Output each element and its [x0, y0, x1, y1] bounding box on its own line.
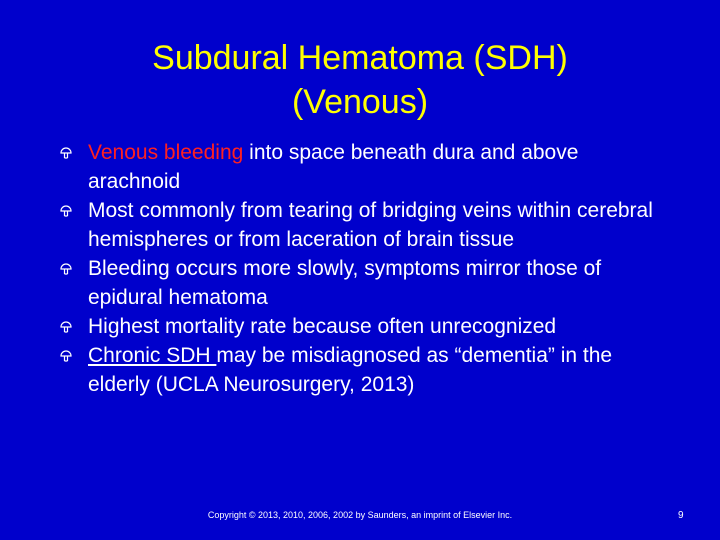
bullet-item — [60, 196, 670, 254]
title-line-1: Subdural Hematoma (SDH) — [152, 39, 568, 77]
slide-title — [60, 36, 660, 124]
mushroom-bullet-icon — [60, 350, 72, 362]
bullet-item — [60, 254, 670, 312]
mushroom-bullet-icon — [60, 147, 72, 159]
bullet-list — [60, 138, 670, 399]
bullet-item — [60, 341, 670, 399]
mushroom-bullet-icon — [60, 263, 72, 275]
bullet-item — [60, 312, 670, 341]
bullet-underlined-text: Chronic SDH — [88, 344, 217, 367]
bullet-text: may be misdiagnosed as “dementia” in the elderly (UCLA Neurosurgery, 2013) — [88, 344, 613, 396]
mushroom-bullet-icon — [60, 205, 72, 217]
bullet-text: into space beneath dura and above arachnoid — [88, 141, 579, 193]
title-line-2: (Venous) — [291, 83, 429, 121]
bullet-item — [60, 138, 670, 196]
bullet-highlight-text: Venous bleeding — [88, 141, 244, 164]
copyright-footer: Copyright © 2013, 2010, 2006, 2002 by Saunders, an imprint of Elsevier Inc. — [207, 510, 513, 520]
bullet-text: Most commonly from tearing of bridging veins within cerebral hemispheres or from laceration of brain tissue — [88, 199, 653, 251]
bullet-text: Bleeding occurs more slowly, symptoms mirror those of epidural hematoma — [88, 257, 602, 309]
page-number: 9 — [678, 510, 684, 521]
mushroom-bullet-icon — [60, 321, 72, 333]
bullet-text: Highest mortality rate because often unrecognized — [88, 315, 557, 338]
